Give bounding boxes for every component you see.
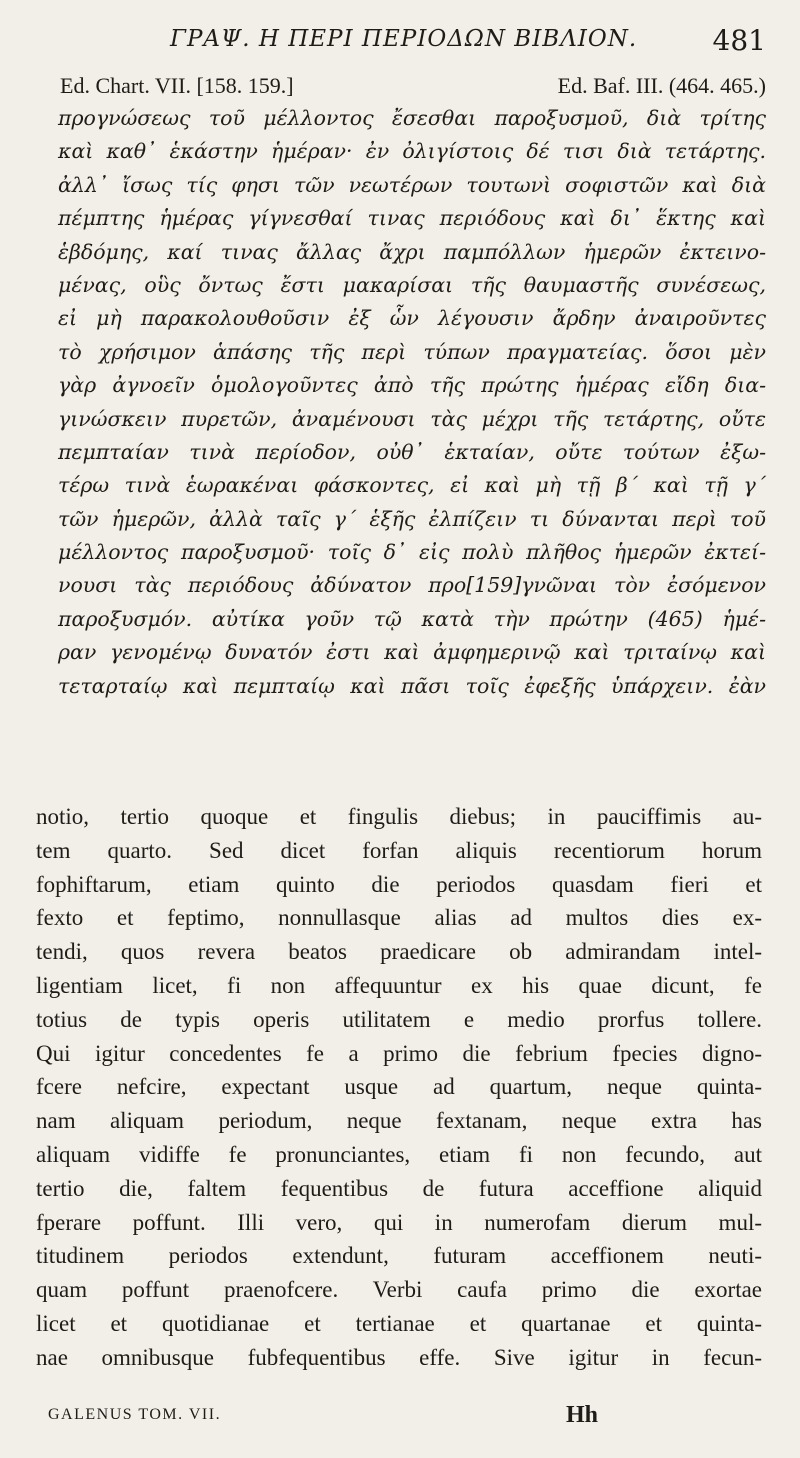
greek-line: ἀλλ᾽ ἴσως τίς φησι τῶν νεωτέρων τουτωνὶ σοφιστῶν καὶ διὰ	[58, 172, 766, 197]
greek-line: ραν γενομένῳ δυνατόν ἐστι καὶ ἀμφημερινῷ καὶ τριταίνῳ καὶ	[58, 640, 766, 665]
greek-line: τέρω τινὰ ἑωρακέναι φάσκοντες, εἰ καὶ μὴ τῇ β΄ καὶ τῇ γ΄	[58, 473, 766, 498]
greek-line: πέμπτης ἡμέρας γίγνεσθαί τινας περιόδους καὶ δι᾽ ἕκτης καὶ	[58, 206, 766, 231]
greek-line: τὸ χρήσιμον ἁπάσης τῆς περὶ τύπων πραγματείας. ὅσοι μὲν	[58, 339, 766, 364]
latin-line: aliquam vidiffe fe pronunciantes, etiam fi non fecundo, aut	[36, 1141, 762, 1167]
running-head	[0, 26, 800, 66]
latin-line: fexto et feptimo, nonnullasque alias ad multos dies ex-	[36, 905, 762, 931]
page-number: 481	[712, 24, 766, 57]
latin-line: tem quarto. Sed dicet forfan aliquis recentiorum horum	[36, 837, 762, 863]
greek-line: μέλλοντος παροξυσμοῦ· τοῖς δ᾽ εἰς πολὺ πλῆθος ἡμερῶν ἐκτεί-	[58, 540, 766, 565]
greek-line: τεταρταίῳ καὶ πεμπταίῳ καὶ πᾶσι τοῖς ἐφεξῆς ὑπάρχειν. ἐὰν	[58, 673, 766, 698]
latin-line: fcere nefcire, expectant usque ad quartum, neque quinta-	[36, 1074, 762, 1100]
greek-line: προγνώσεως τοῦ μέλλοντος ἔσεσθαι παροξυσμοῦ, διὰ τρίτης	[58, 106, 766, 130]
greek-text-block	[58, 102, 766, 703]
greek-line: εἰ μὴ παρακολουθοῦσιν ἐξ ὧν λέγουσιν ἄρδην ἀναιροῦντες	[58, 306, 766, 331]
greek-line: τῶν ἡμερῶν, ἀλλὰ ταῖς γ΄ ἑξῆς ἐλπίζειν τι δύνανται περὶ τοῦ	[58, 506, 766, 531]
latin-line: nae omnibusque fubfequentibus effe. Sive igitur in fecun-	[36, 1344, 762, 1370]
latin-line: quam poffunt praenofcere. Verbi caufa primo die exortae	[36, 1277, 762, 1303]
latin-line: notio, tertio quoque et fingulis diebus; in pauciffimis au-	[36, 804, 762, 829]
edition-reference-chart: Ed. Chart. VII. [158. 159.]	[60, 73, 294, 98]
printer-signature: GALENUS TOM. VII.	[48, 1406, 222, 1423]
greek-line: γὰρ ἀγνοεῖν ὁμολογοῦντες ἀπὸ τῆς πρώτης ἡμέρας εἴδη δια-	[58, 373, 766, 398]
latin-line: Qui igitur concedentes fe a primo die febrium fpecies digno-	[36, 1040, 762, 1066]
latin-line: tendi, quos revera beatos praedicare ob admirandam intel-	[36, 939, 762, 965]
greek-line: παροξυσμόν. αὐτίκα γοῦν τῷ κατὰ τὴν πρώτην (465) ἡμέ-	[58, 606, 766, 631]
latin-line: titudinem periodos extendunt, futuram acceffionem neuti-	[36, 1243, 762, 1269]
greek-line: καὶ καθ᾽ ἑκάστην ἡμέραν· ἐν ὀλιγίστοις δέ τισι διὰ τετάρτης.	[58, 139, 766, 164]
latin-line: ligentiam licet, fi non affequuntur ex his quae dicunt, fe	[36, 972, 762, 998]
latin-line: licet et quotidianae et tertianae et quartanae et quinta-	[36, 1310, 762, 1336]
running-title: ΓΡΑΨ. Η ΠΕΡΙ ΠΕΡΙΟΔΩΝ ΒΙΒΛΙΟΝ.	[170, 26, 638, 52]
latin-line: nam aliquam periodum, neque fextanam, neque extra has	[36, 1108, 762, 1134]
edition-reference-basel: Ed. Baf. III. (464. 465.)	[557, 73, 766, 98]
gathering-mark: Hh	[566, 1402, 599, 1428]
greek-line: γινώσκειν πυρετῶν, ἀναμένουσι τὰς μέχρι τῆς τετάρτης, οὔτε	[58, 406, 766, 431]
latin-line: totius de typis operis utilitatem e medio prorfus tollere.	[36, 1006, 762, 1032]
greek-line: μένας, οὓς ὄντως ἔστι μακαρίσαι τῆς θαυμαστῆς συνέσεως,	[58, 272, 766, 297]
greek-line: νουσι τὰς περιόδους ἀδύνατον προ[159]γνῶναι τὸν ἐσόμενον	[58, 573, 766, 598]
greek-line: ἑβδόμης, καί τινας ἄλλας ἄχρι παμπόλλων ἡμερῶν ἐκτεινο-	[58, 239, 766, 264]
latin-line: fophiftarum, etiam quinto die periodos quasdam fieri et	[36, 871, 762, 897]
greek-line: πεμπταίαν τινὰ περίοδον, οὐθ᾽ ἑκταίαν, οὔτε τούτων ἐξω-	[58, 439, 766, 464]
latin-line: fperare poffunt. Illi vero, qui in numerofam dierum mul-	[36, 1209, 762, 1235]
latin-text-block	[36, 800, 762, 1375]
latin-line: tertio die, faltem fequentibus de futura acceffione aliquid	[36, 1175, 762, 1201]
